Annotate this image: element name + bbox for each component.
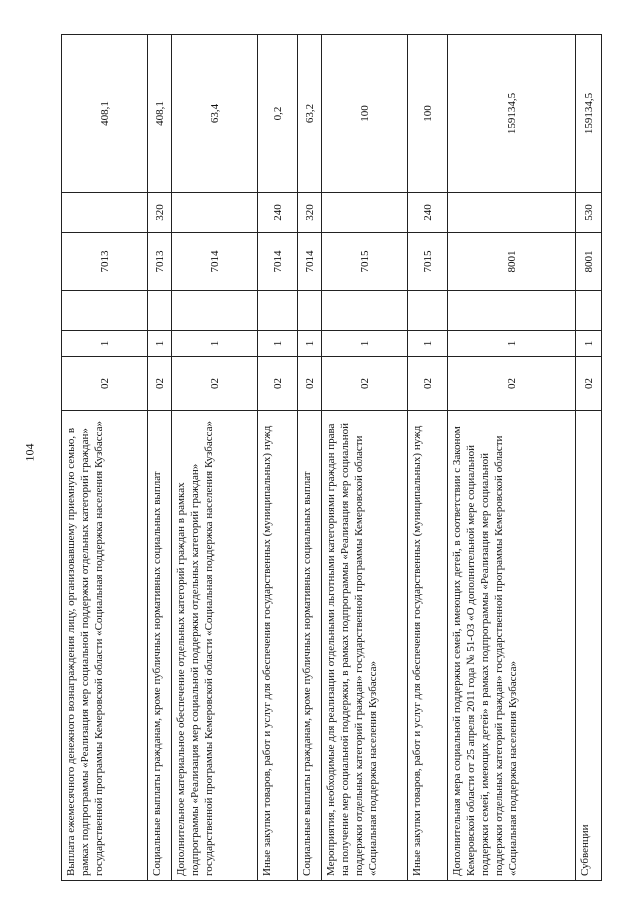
subsection-code: 1 [258,331,298,357]
expense-type-code: 240 [408,193,448,233]
target-item-code: 8001 [576,233,602,291]
section-code: 02 [408,357,448,411]
program-code [408,291,448,331]
expense-type-code [322,193,408,233]
program-code [576,291,602,331]
table-row [148,35,172,881]
section-code: 02 [298,357,322,411]
rotated-table-area [61,35,601,881]
program-code [322,291,408,331]
subsection-code: 1 [148,331,172,357]
amount: 63,4 [172,35,258,193]
subsection-code: 1 [298,331,322,357]
subsection-code: 1 [322,331,408,357]
target-item-code: 7015 [322,233,408,291]
target-item-code: 7014 [172,233,258,291]
amount: 159134,5 [448,35,576,193]
table-row [576,35,602,881]
program-code [148,291,172,331]
target-item-code: 7013 [62,233,148,291]
table-row [408,35,448,881]
target-item-code: 7015 [408,233,448,291]
table-row [258,35,298,881]
budget-table [61,34,602,881]
table-row [298,35,322,881]
program-code [172,291,258,331]
page-number: 104 [22,443,37,462]
subsection-code: 1 [448,331,576,357]
target-item-code: 8001 [448,233,576,291]
expense-type-code [448,193,576,233]
amount: 159134,5 [576,35,602,193]
program-code [448,291,576,331]
target-item-code: 7013 [148,233,172,291]
amount: 408,1 [62,35,148,193]
target-item-code: 7014 [298,233,322,291]
subsection-code: 1 [172,331,258,357]
expense-name: Субвенции [576,411,602,881]
amount: 408,1 [148,35,172,193]
table-row [172,35,258,881]
expense-name: Социальные выплаты гражданам, кроме публичных нормативных социальных выплат [298,411,322,881]
amount: 100 [322,35,408,193]
expense-name: Мероприятия, необходимые для реализации отдельными льготными категориями граждан права на получение мер социальной поддержки, в рамках подпрограммы «Реализация мер социальной поддержки отдельных категорий граждан» государственной программы Кемеровской области «Социальная поддержка населения Кузбасса» [322,411,408,881]
subsection-code: 1 [408,331,448,357]
subsection-code: 1 [62,331,148,357]
amount: 63,2 [298,35,322,193]
table-row [322,35,408,881]
amount: 100 [408,35,448,193]
table-row [448,35,576,881]
amount: 0,2 [258,35,298,193]
expense-type-code: 320 [298,193,322,233]
program-code [258,291,298,331]
expense-type-code [62,193,148,233]
expense-name: Социальные выплаты гражданам, кроме публичных нормативных социальных выплат [148,411,172,881]
section-code: 02 [448,357,576,411]
subsection-code: 1 [576,331,602,357]
expense-name: Иные закупки товаров, работ и услуг для обеспечения государственных (муниципальных) нужд [258,411,298,881]
expense-name: Дополнительное материальное обеспечение отдельных категорий граждан в рамках подпрограммы «Реализация мер социальной поддержки отдельных категорий граждан» государственной программы Кемеровской области «Социальная поддержка населения Кузбасса» [172,411,258,881]
section-code: 02 [576,357,602,411]
section-code: 02 [62,357,148,411]
section-code: 02 [322,357,408,411]
expense-type-code: 240 [258,193,298,233]
program-code [298,291,322,331]
section-code: 02 [172,357,258,411]
target-item-code: 7014 [258,233,298,291]
expense-type-code: 320 [148,193,172,233]
table-row [62,35,148,881]
expense-type-code: 530 [576,193,602,233]
expense-name: Выплата ежемесячного денежного вознаграждения лицу, организовавшему приемную семью, в рамках подпрограммы «Реализация мер социальной поддержки отдельных категорий граждан» государственной программы Кемеровской области «Социальная поддержка населения Кузбасса» [62,411,148,881]
expense-name: Иные закупки товаров, работ и услуг для обеспечения государственных (муниципальных) нужд [408,411,448,881]
section-code: 02 [258,357,298,411]
program-code [62,291,148,331]
expense-name: Дополнительная мера социальной поддержки семей, имеющих детей, в соответствии с Законом Кемеровской области от 25 апреля 2011 года № 51-ОЗ «О дополнительной мере социальной поддержки семей, имеющих детей» в рамках подпрограммы «Реализация мер социальной поддержки отдельных категорий граждан» государственной программы Кемеровской области «Социальная поддержка населения Кузбасса» [448,411,576,881]
expense-type-code [172,193,258,233]
section-code: 02 [148,357,172,411]
